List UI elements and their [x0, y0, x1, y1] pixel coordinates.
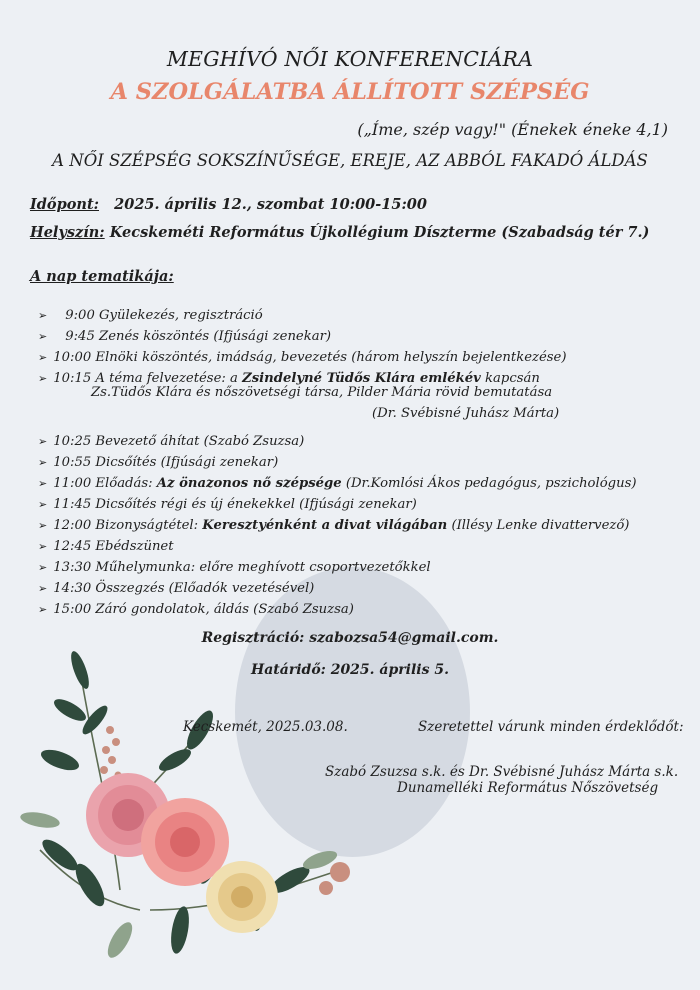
agenda-item	[38, 347, 637, 368]
signatures: Szabó Zsuzsa s.k. és Dr. Svébisné Juhász Márta s.k.	[325, 764, 679, 780]
agenda-item-text: 9:45 Zenés köszöntés (Ifjúsági zenekar)	[65, 329, 332, 344]
registration-deadline: Határidő: 2025. április 5.	[251, 662, 449, 678]
agenda-item	[38, 326, 637, 347]
agenda-item	[38, 473, 637, 494]
agenda-heading: A nap tematikája:	[30, 268, 174, 285]
venue-label: Helyszín:	[30, 224, 105, 241]
bullet-arrow-icon: ➢	[38, 498, 48, 511]
bible-quote: („Íme, szép vagy!" (Énekek éneke 4,1)	[357, 120, 668, 139]
organization: Dunamelléki Református Nőszövetség	[397, 780, 659, 796]
place-date: Kecskemét, 2025.03.08.	[183, 719, 348, 735]
conference-title: A SZOLGÁLATBA ÁLLÍTOTT SZÉPSÉG	[110, 79, 590, 105]
bullet-arrow-icon: ➢	[38, 519, 48, 532]
agenda-item	[38, 431, 637, 452]
agenda-item-text: 10:15 A téma felvezetése: a	[53, 371, 243, 386]
agenda-item-text: 11:45 Dicsőítés régi és új énekekkel (Ifjúsági zenekar)	[53, 497, 417, 512]
agenda-item-highlight: Az önazonos nő szépsége	[156, 476, 342, 491]
agenda-item	[38, 536, 637, 557]
date-value: 2025. április 12., szombat 10:00-15:00	[114, 196, 427, 213]
bullet-arrow-icon: ➢	[38, 309, 48, 322]
bullet-arrow-icon: ➢	[38, 330, 48, 343]
bullet-arrow-icon: ➢	[38, 582, 48, 595]
agenda-item-text: 10:25 Bevezető áhítat (Szabó Zsuzsa)	[53, 434, 305, 449]
venue-value: Kecskeméti Református Újkollégium Díszterme (Szabadság tér 7.)	[109, 224, 650, 241]
welcome-text: Szeretettel várunk minden érdeklődőt:	[418, 719, 684, 735]
agenda-item	[38, 515, 637, 536]
agenda-item-text: kapcsán	[480, 371, 540, 386]
conference-theme: A NŐI SZÉPSÉG SOKSZÍNŰSÉGE, EREJE, AZ ABBÓL FAKADÓ ÁLDÁS	[52, 151, 648, 170]
agenda-item-text: 15:00 Záró gondolatok, áldás (Szabó Zsuzsa)	[53, 602, 354, 617]
agenda-item-text: (Illésy Lenke divattervező)	[447, 518, 630, 533]
registration-info: Regisztráció: szabozsa54@gmail.com.	[201, 630, 499, 646]
venue-line	[30, 224, 649, 241]
agenda-item	[38, 305, 637, 326]
bullet-arrow-icon: ➢	[38, 456, 48, 469]
agenda-item-text: 10:00 Elnöki köszöntés, imádság, bevezetés (három helyszín bejelentkezése)	[53, 350, 567, 365]
bullet-arrow-icon: ➢	[38, 372, 48, 385]
date-line	[30, 196, 427, 213]
agenda-subline: Zs.Tüdős Klára és nőszövetségi társa, Pilder Mária rövid bemutatása	[91, 385, 553, 400]
bullet-arrow-icon: ➢	[38, 351, 48, 364]
bullet-arrow-icon: ➢	[38, 603, 48, 616]
bullet-arrow-icon: ➢	[38, 435, 48, 448]
agenda-item-text: 11:00 Előadás:	[53, 476, 157, 491]
date-label: Időpont:	[30, 196, 99, 213]
agenda-item-text: 12:45 Ebédszünet	[53, 539, 174, 554]
agenda-presenter: (Dr. Svébisné Juhász Márta)	[372, 406, 560, 421]
agenda-item	[38, 578, 637, 599]
agenda-list	[38, 305, 637, 620]
bullet-arrow-icon: ➢	[38, 561, 48, 574]
agenda-item	[38, 452, 637, 473]
agenda-item	[38, 494, 637, 515]
agenda-item-text: 10:55 Dicsőítés (Ifjúsági zenekar)	[53, 455, 279, 470]
agenda-item-text: 13:30 Műhelymunka: előre meghívott csoportvezetőkkel	[53, 560, 431, 575]
agenda-item	[38, 599, 637, 620]
agenda-item-text: 14:30 Összegzés (Előadók vezetésével)	[53, 581, 315, 596]
agenda-item-highlight: Keresztyénként a divat világában	[202, 518, 448, 533]
agenda-item-text: 12:00 Bizonyságtétel:	[53, 518, 203, 533]
agenda-item-text: 9:00 Gyülekezés, regisztráció	[65, 308, 263, 323]
bullet-arrow-icon: ➢	[38, 477, 48, 490]
agenda-item	[38, 557, 637, 578]
agenda-item-text: (Dr.Komlósi Ákos pedagógus, pszichológus)	[341, 476, 637, 491]
invitation-title: MEGHÍVÓ NŐI KONFERENCIÁRA	[166, 47, 534, 71]
bullet-arrow-icon: ➢	[38, 540, 48, 553]
agenda-item-highlight: Zsindelyné Tüdős Klára emlékév	[242, 371, 481, 386]
